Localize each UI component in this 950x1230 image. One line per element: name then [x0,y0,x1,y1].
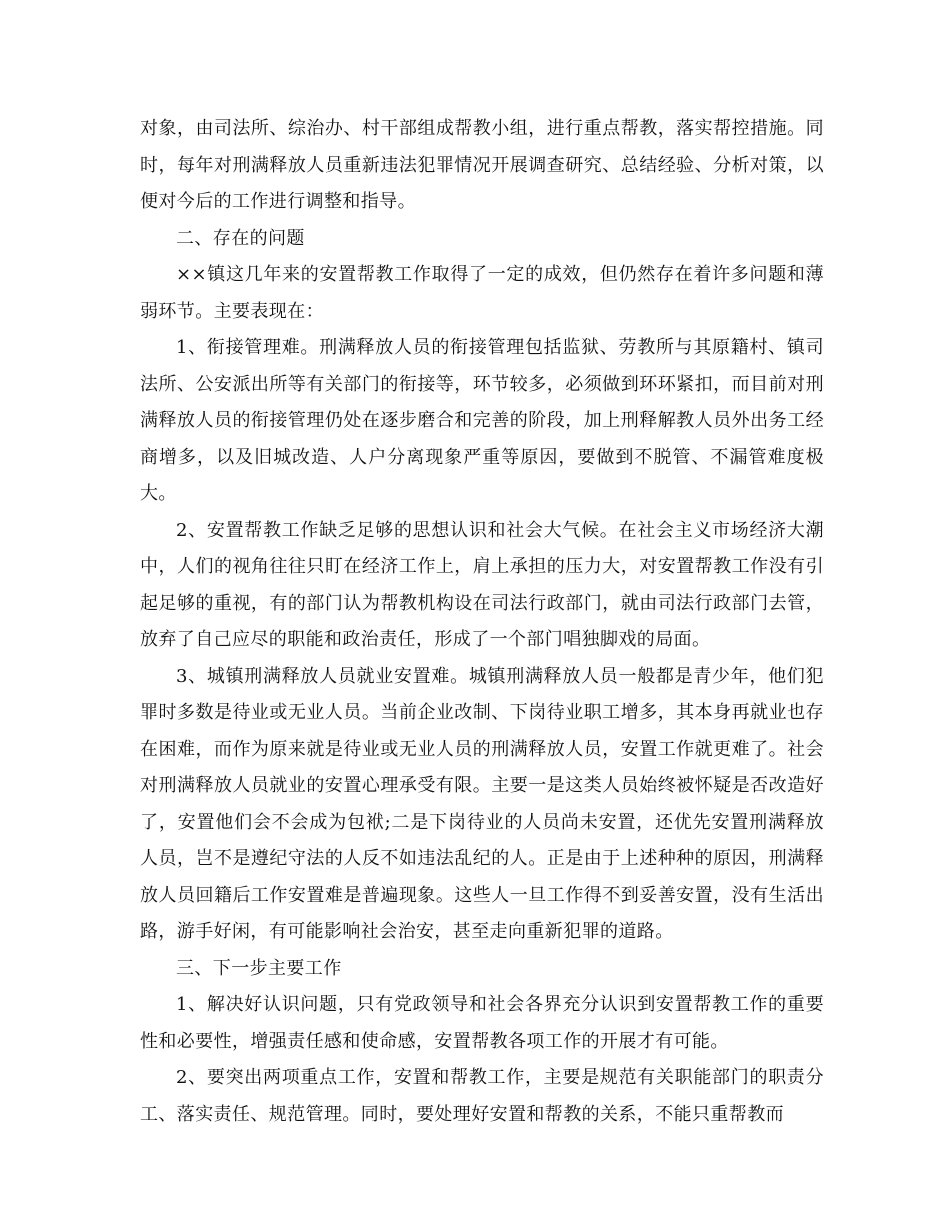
paragraph-problem-1: 1、衔接管理难。刑满释放人员的衔接管理包括监狱、劳教所与其原籍村、镇司法所、公安派出所等有关部门的衔接等，环节较多，必须做到环环紧扣，而目前对刑满释放人员的衔接管理仍处在逐步磨合和完善的阶段，加上刑释解教人员外出务工经商增多，以及旧城改造、人户分离现象严重等原因，要做到不脱管、不漏管难度极大。 [140,337,824,504]
paragraph-continuation: 对象，由司法所、综治办、村干部组成帮教小组，进行重点帮教，落实帮控措施。同时，每年对刑满释放人员重新违法犯罪情况开展调查研究、总结经验、分析对策，以便对今后的工作进行调整和指导。 [140,118,824,212]
paragraph-problems-intro: ××镇这几年来的安置帮教工作取得了一定的成效，但仍然存在着许多问题和薄弱环节。主要表现在： [140,264,824,322]
paragraph-next-step-2: 2、要突出两项重点工作，安置和帮教工作，主要是规范有关职能部门的职责分工、落实责任、规范管理。同时，要处理好安置和帮教的关系，不能只重帮教而 [140,1067,824,1125]
section-heading-problems: 二、存在的问题 [176,227,305,249]
document-body [140,111,824,1133]
paragraph-problem-3: 3、城镇刑满释放人员就业安置难。城镇刑满释放人员一般都是青少年，他们犯罪时多数是待业或无业人员。当前企业改制、下岗待业职工增多，其本身再就业也存在困难，而作为原来就是待业或无业人员的刑满释放人员，安置工作就更难了。社会对刑满释放人员就业的安置心理承受有限。主要一是这类人员始终被怀疑是否改造好了，安置他们会不会成为包袱;二是下岗待业的人员尚未安置，还优先安置刑满释放人员，岂不是遵纪守法的人反不如违法乱纪的人。正是由于上述种种的原因，刑满释放人员回籍后工作安置难是普遍现象。这些人一旦工作得不到妥善安置，没有生活出路，游手好闲，有可能影响社会治安，甚至走向重新犯罪的道路。 [140,665,824,942]
section-heading-next-steps: 三、下一步主要工作 [176,957,342,979]
paragraph-next-step-1: 1、解决好认识问题，只有党政领导和社会各界充分认识到安置帮教工作的重要性和必要性，增强责任感和使命感，安置帮教各项工作的开展才有可能。 [140,994,824,1052]
paragraph-problem-2: 2、安置帮教工作缺乏足够的思想认识和社会大气候。在社会主义市场经济大潮中，人们的视角往往只盯在经济工作上，肩上承担的压力大，对安置帮教工作没有引起足够的重视，有的部门认为帮教机构设在司法行政部门，就由司法行政部门去管，放弃了自己应尽的职能和政治责任，形成了一个部门唱独脚戏的局面。 [140,519,824,650]
